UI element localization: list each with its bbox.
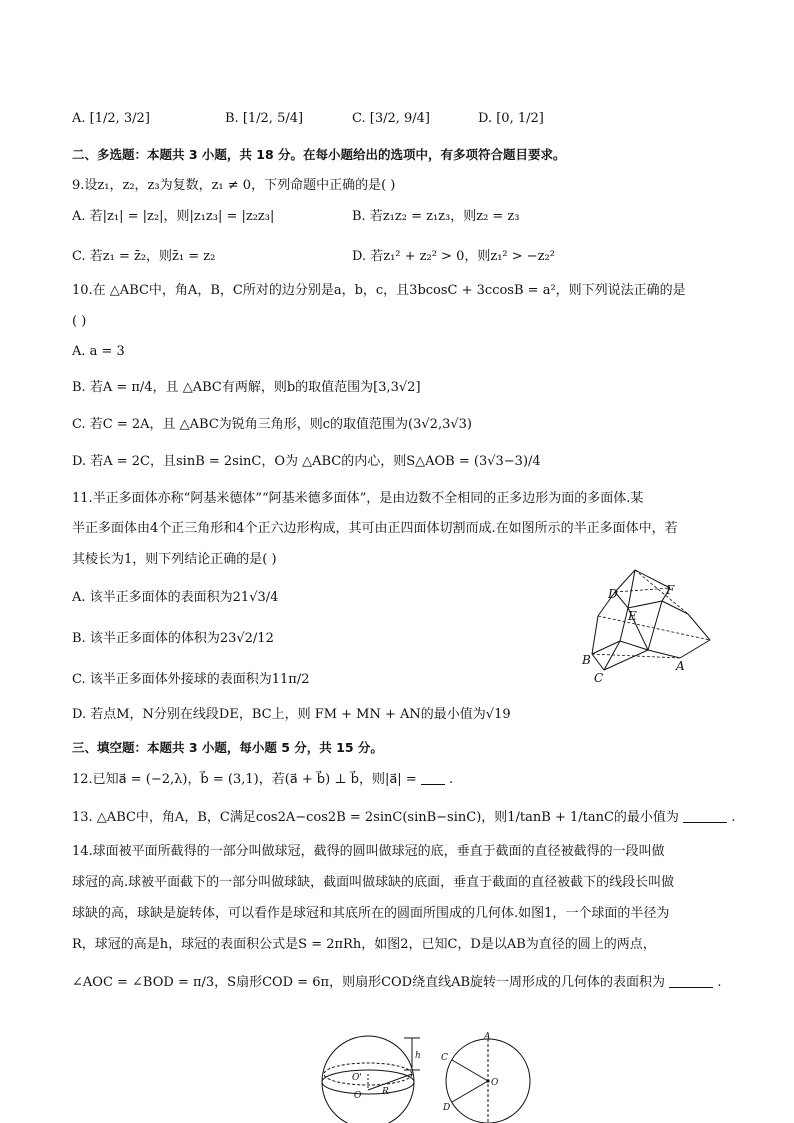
q11-stem-line3: 其棱长为1，则下列结论正确的是( ) [72,552,277,567]
label-a: A [484,1032,491,1042]
q10-stem: 10.在 △ABC中，角A，B，C所对的边分别是a，b，c，且3bcosC + 3ccosB = a²，则下列说法正确的是 [72,283,686,298]
label-h: h [415,1051,421,1061]
q8-option-d: D. [0, 1/2] [478,111,544,126]
q9-stem: 9.设z₁，z₂，z₃为复数，z₁ ≠ 0，下列命题中正确的是( ) [72,178,396,193]
q8-option-a: A. [1/2, 3/2] [72,111,150,126]
label-F: F [666,583,675,597]
q14-line2: 球冠的高.球被平面截下的一部分叫做球缺，截面叫做球缺的底面，垂直于截面的直径被截下的线段长叫做 [72,875,675,890]
q8-option-b: B. [1/2, 5/4] [225,111,304,126]
q11-option-c: C. 该半正多面体外接球的表面积为11π/2 [72,672,310,687]
section-heading-fill-in: 三、填空题：本题共 3 小题，每小题 5 分，共 15 分。 [72,740,383,755]
q12-text: 12.已知a⃗ = (−2,λ)，b⃗ = (3,1)，若(a⃗ + b⃗) ⊥ b⃗，则|a⃗| = [72,772,417,787]
q11-option-d: D. 若点M，N分别在线段DE，BC上，则 FM + MN + AN的最小值为√19 [72,707,511,722]
q11-option-b: B. 该半正多面体的体积为23√2/12 [72,631,274,646]
q10-option-b: B. 若A = π/4，且 △ABC有两解，则b的取值范围为[3,3√2] [72,380,421,395]
q13-answer-blank[interactable] [683,808,727,823]
sphere-cap-figure [316,1030,426,1123]
section-heading-multiple-choice: 二、多选题：本题共 3 小题，共 18 分。在每小题给出的选项中，有多项符合题目要求。 [72,147,566,162]
label-D: D [608,587,618,601]
label-c: C [441,1053,448,1063]
label-r: R [382,1087,389,1097]
polyhedron-figure [580,566,720,688]
label-A: A [676,659,685,673]
label-o: O [491,1078,499,1088]
q10-option-d: D. 若A = 2C，且sinB = 2sinC，O为 △ABC的内心，则S△AOB = (3√3−3)/4 [72,454,541,469]
label-B: B [582,653,591,667]
q10-option-a: A. a = 3 [72,344,125,359]
q9-option-d: D. 若z₁² + z₂² > 0，则z₁² > −z₂² [352,249,555,264]
label-E: E [628,609,637,623]
sector-figure [436,1030,536,1123]
q14-line3: 球缺的高，球缺是旋转体，可以看作是球冠和其底所在的圆面所围成的几何体.如图1，一个球面的半径为 [72,906,670,921]
q12-stem: 12.已知a⃗ = (−2,λ)，b⃗ = (3,1)，若(a⃗ + b⃗) ⊥ b⃗，则|a⃗| = . [72,772,454,787]
q13-stem: 13. △ABC中，角A，B，C满足cos2A−cos2B = 2sinC(sinB−sinC)，则1/tanB + 1/tanC的最小值为 . [72,810,736,825]
q11-stem-line2: 半正多面体由4个正三角形和4个正六边形构成，其可由正四面体切割而成.在如图所示的半正多面体中，若 [72,521,678,536]
q14-line5-text: ∠AOC = ∠BOD = π/3，S扇形COD = 6π，则扇形COD绕直线AB旋转一周形成的几何体的表面积为 [72,975,666,990]
q9-option-b: B. 若z₁z₂ = z₁z₃，则z₂ = z₃ [352,209,520,224]
q14-line1: 14.球面被平面所截得的一部分叫做球冠，截得的圆叫做球冠的底，垂直于截面的直径被截得的一段叫做 [72,844,665,859]
q14-line4: R，球冠的高是h，球冠的表面积公式是S = 2πRh，如图2，已知C，D是以AB为直径的圆上的两点， [72,937,656,952]
q11-stem-line1: 11.半正多面体亦称“阿基米德体”“阿基米德多面体”，是由边数不全相同的正多边形为面的多面体.某 [72,491,644,506]
q11-option-a: A. 该半正多面体的表面积为21√3/4 [72,590,279,605]
q14-answer-blank[interactable] [669,973,713,988]
q8-option-c: C. [3/2, 9/4] [352,111,430,126]
q14-line5: ∠AOC = ∠BOD = π/3，S扇形COD = 6π，则扇形COD绕直线AB旋转一周形成的几何体的表面积为 . [72,975,722,990]
label-d: D [443,1103,451,1113]
label-C: C [594,671,604,685]
label-o: O [354,1091,362,1101]
label-o-prime: O' [352,1073,362,1083]
q12-answer-blank[interactable] [421,770,445,785]
q13-text: 13. △ABC中，角A，B，C满足cos2A−cos2B = 2sinC(sinB−sinC)，则1/tanB + 1/tanC的最小值为 [72,810,679,825]
q9-option-a: A. 若|z₁| = |z₂|，则|z₁z₃| = |z₂z₃| [72,209,275,224]
q9-option-c: C. 若z₁ = z̄₂，则z̄₁ = z₂ [72,249,216,264]
q10-option-c: C. 若C = 2A，且 △ABC为锐角三角形，则c的取值范围为(3√2,3√3) [72,417,472,432]
q10-paren: ( ) [72,314,87,329]
